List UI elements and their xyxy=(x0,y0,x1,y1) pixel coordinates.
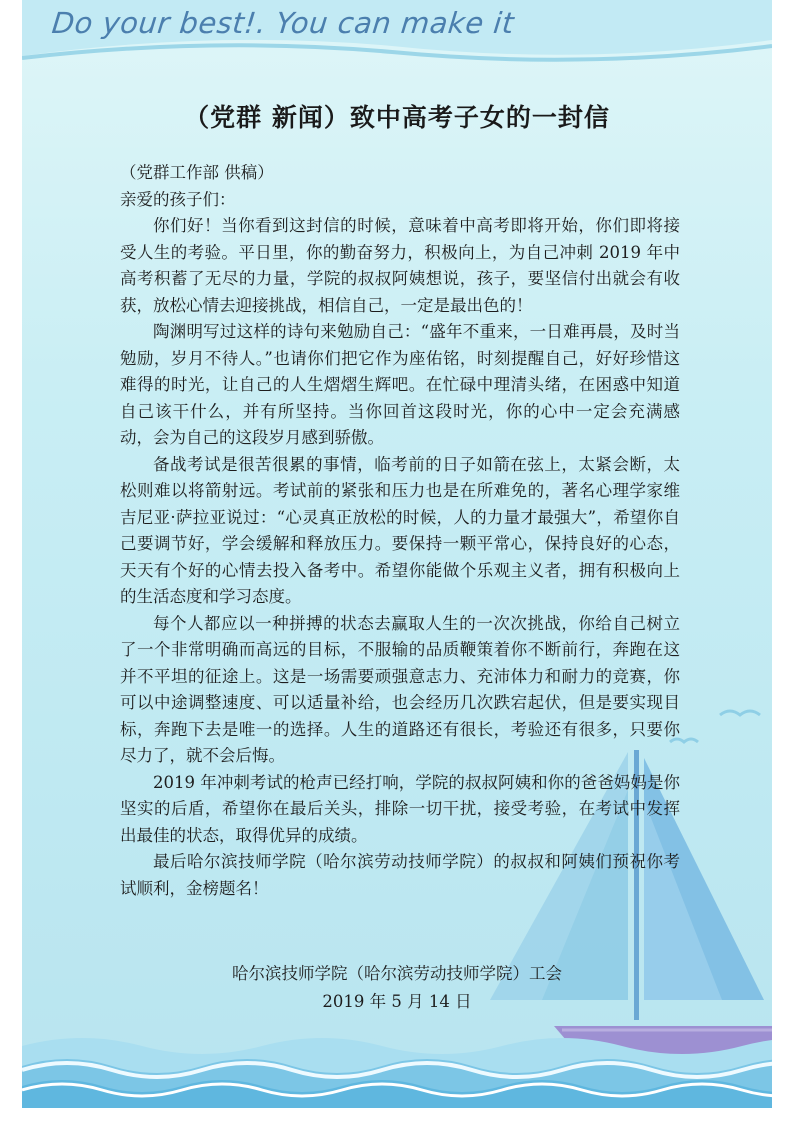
letter-body xyxy=(120,160,680,902)
paragraph: 备战考试是很苦很累的事情，临考前的日子如箭在弦上，太紧会断，太松则难以将箭射远。考试前的紧张和压力也是在所难免的，著名心理学家维吉尼亚·萨拉亚说过：“心灵真正放松的时候，人的力量才最强大”，希望你自己要调节好，学会缓解和释放压力。要保持一颗平常心，保持良好的心态，天天有个好的心情去投入备考中。希望你能做个乐观主义者，拥有积极向上的生活态度和学习态度。 xyxy=(120,454,680,606)
paragraph: 最后哈尔滨技师学院（哈尔滨劳动技师学院）的叔叔和阿姨们预祝你考试顺利，金榜题名！ xyxy=(120,852,680,898)
letter-paper xyxy=(22,0,772,1108)
bird-icon xyxy=(720,711,760,715)
byline: （党群工作部 供稿） xyxy=(120,163,274,182)
paragraph: 每个人都应以一种拼搏的状态去赢取人生的一次次挑战，你给自己树立了一个非常明确而高远的目标，不服输的品质鞭策着你不断前行，奔跑在这并不平坦的征途上。这是一场需要顽强意志力、充沛体力和耐力的竞赛，你可以中途调整速度、可以适量补给，也会经历几次跌宕起伏，但是要实现目标，奔跑下去是唯一的选择。人生的道路还有很长，考验还有很多，只要你尽力了，就不会后悔。 xyxy=(120,613,680,765)
paragraph: 陶渊明写过这样的诗句来勉励自己：“盛年不重来，一日难再晨，及时当勉励，岁月不待人。”也请你们把它作为座佑铭，时刻提醒自己，好好珍惜这难得的时光，让自己的人生熠熠生辉吧。在忙碌中理清头绪，在困惑中知道自己该干什么，并有所坚持。当你回首这段时光，你的心中一定会充满感动，会为自己的这段岁月感到骄傲。 xyxy=(120,322,680,447)
salutation: 亲爱的孩子们： xyxy=(120,189,236,209)
letter-title: （党群 新闻）致中高考子女的一封信 xyxy=(184,103,610,132)
motto-banner: Do your best!. You can make it xyxy=(50,6,516,40)
letter-date: 2019 年 5 月 14 日 xyxy=(322,992,472,1011)
paragraph: 你们好！当你看到这封信的时候，意味着中高考即将开始，你们即将接受人生的考验。平日里，你的勤奋努力，积极向上，为自己冲刺 2019 年中高考积蓄了无尽的力量，学院的叔叔阿姨想说，孩子，要坚信付出就会有收获，放松心情去迎接挑战，相信自己，一定是最出色的！ xyxy=(120,216,680,315)
paragraph: 2019 年冲刺考试的枪声已经打响，学院的叔叔阿姨和你的爸爸妈妈是你坚实的后盾，希望你在最后关头，排除一切干扰，接受考验，在考试中发挥出最佳的状态，取得优异的成绩。 xyxy=(120,772,680,845)
signature: 哈尔滨技师学院（哈尔滨劳动技师学院）工会 xyxy=(232,964,562,983)
